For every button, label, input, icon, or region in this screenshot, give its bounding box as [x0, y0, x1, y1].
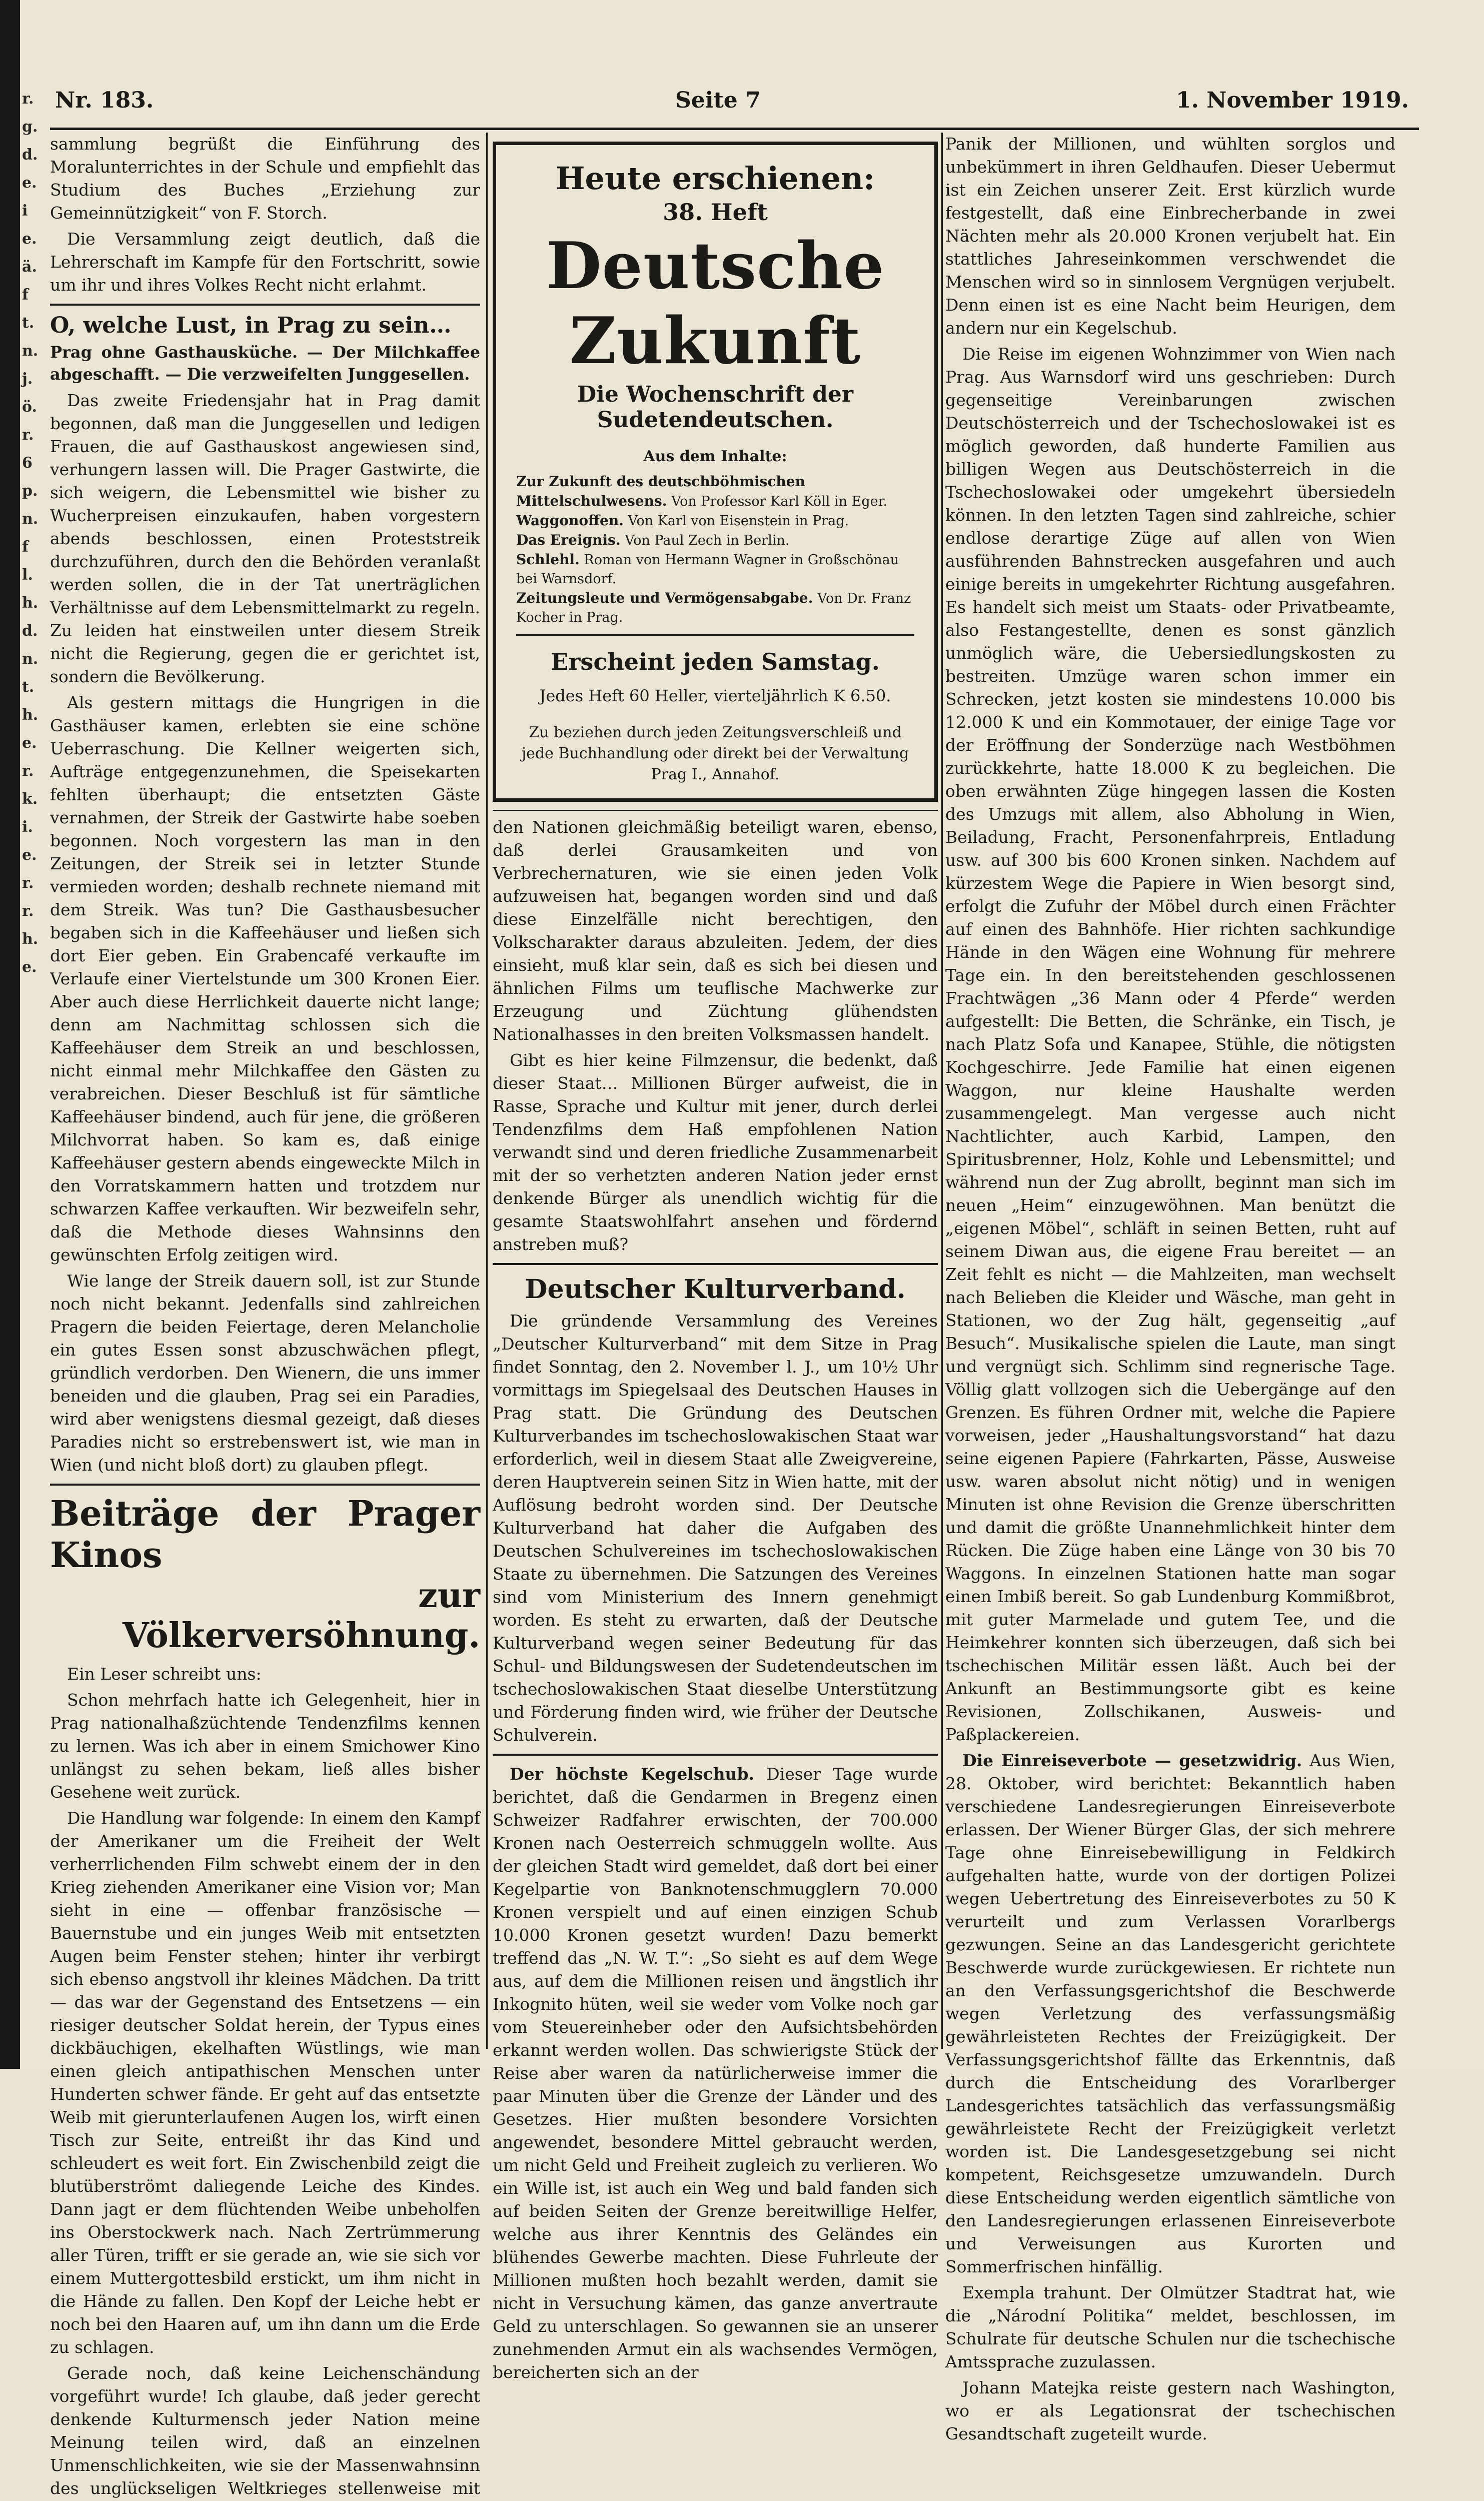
ad-contents-label: Aus dem Inhalte:	[643, 448, 787, 465]
column-rule-1	[486, 133, 488, 2049]
ad-announcement: Heute erschienen:	[555, 160, 875, 197]
article-text: Die Handlung war folgende: In einem den Kampf der Amerikaner um die Freiheit der Welt verherrlichenden Film schwebt einem der in den Krieg ziehenden Amerikaner eine Vision vor; Man sieht in eine — offenbar französische — Bauernstube und ein junges Weib mit entsetzten Augen beim Fenster stehen; hinter ihr verbirgt sich ebenso angstvoll ihr kleines Mädchen. Da tritt — das war der Gegenstand des Entsetzens — ein riesiger deutscher Soldat herein, der Typus eines dickbäuchigen, ekelhaften Wüstlings, wie man einen gleich antipathischen Menschen unter Hunderten schwer fände. Er geht auf das entsetzte Weib mit gierunterlaufenen Augen los, wirft einen Tisch zur Seite, entreißt ihr das Kind und schleudert es weit fort. Ein Zwischenbild zeigt die blutüberströmt daliegende Leiche des Kindes. Dann jagt er dem flüchtenden Weibe unbeholfen ins Oberstockwerk nach. Nach Zertrümmerung aller Türen, trifft er sie gerade an, wie sie sich vor einem Muttergottesbild erstickt, um ihm nicht in die Hände zu fallen. Den Kopf der Leiche hebt er noch bei den Haaren auf, um ihn dann um die Erde zu schlagen.	[50, 1808, 480, 2357]
headline-kulturverband: Deutscher Kulturverband.	[525, 1274, 906, 1305]
divider	[50, 1484, 480, 1486]
column-rule-2	[941, 133, 943, 2049]
header-rule	[50, 128, 1419, 130]
ad-title: Deutsche Zukunft	[546, 229, 885, 379]
headline-kinos-1: Beiträge der Prager Kinos	[50, 1493, 480, 1576]
article-text	[493, 1763, 938, 2384]
divider	[493, 1754, 938, 1756]
article-text: Johann Matejka reiste gestern nach Washington, wo er als Legationsrat der tschechischen Gesandtschaft zugeteilt wurde.	[945, 2378, 1395, 2443]
article-text: Panik der Millionen, und wühlten sorglos und unbekümmert in ihren Geldhaufen. Dieser Uebermut ist ein Zeichen unserer Zeit. Erst kürzlich wurde festgestellt, daß eine Einbrecherbande in zwei Nächten mehr als 20.000 Kronen verjubelt hat. Ein stattliches Jahreseinkommen verschwendet die Menschen wird so in sinnlosem Vergnügen verjubelt. Denn einen ist es eine Nacht beim Heurigen, dem andern nur ein Kegelschub.	[945, 134, 1395, 338]
column-3	[945, 133, 1395, 2443]
ad-contents-item: Schlehl. Roman von Hermann Wagner in Großschönau bei Warnsdorf.	[516, 551, 899, 587]
article-text: Das zweite Friedensjahr hat in Prag damit begonnen, daß man die Junggesellen und ledigen Frauen, die auf Gasthauskost angewiesen sind, verhungern lassen will. Die Prager Gastwirte, die sich weigern, die Lebensmittel wie bisher zu Wucherpreisen einzukaufen, haben vorgestern abends beschlossen, einen Proteststreik durchzuführen, durch den die Behörden veranlaßt werden sollen, die in der Tat unerträglichen Verhältnisse auf dem Lebensmittelmarkt zu regeln. Zu leiden hat einstweilen unter diesem Streik nicht die Regierung, gegen die er gerichtet ist, sondern die Bevölkerung.	[50, 391, 480, 686]
ad-subtitle: Die Wochenschrift der Sudetendeutschen.	[577, 382, 854, 433]
article-text: Als gestern mittags die Hungrigen in die Gasthäuser kamen, erlebten sie eine schöne Ueberraschung. Die Kellner weigerten sich, Aufträge entgegenzunehmen, die Speisekarten fehlten überhaupt; die entsetzten Gäste vernahmen, der Streik der Gastwirte habe soeben begonnen. Noch vorgestern las man in den Zeitungen, der Streik sei in letzter Stunde vermieden worden; deshalb rechnete niemand mit dem Streik. Was tun? Die Gasthausbesucher begaben sich in die Kaffeehäuser und ließen sich dort Eier geben. Ein Grabencafé verkaufte im Verlaufe einer Viertelstunde um 300 Kronen Eier. Aber auch diese Herrlichkeit dauerte nicht lange; denn am Nachmittag schlossen sich die Kaffeehäuser dem Streik an und beschlossen, nicht einmal mehr Milchkaffee den Gästen zu verabreichen. Dieser Beschluß ist für sämtliche Kaffeehäuser bindend, auch für jene, die größeren Milchvorrat haben. So kam es, daß einige Kaffeehäuser gestern abends eingeweckte Milch in den Vorratskammern hatten und trotzdem nur schwarzen Kaffee verkauften. Wir bezweifeln sehr, daß die Methode dieses Wahnsinns den gewünschten Erfolg zeitigen wird.	[50, 693, 480, 1265]
ad-price: Jedes Heft 60 Heller, vierteljährlich K 6.50.	[539, 686, 891, 705]
ad-rule	[516, 634, 914, 636]
article-text: Gibt es hier keine Filmzensur, die bedenkt, daß dieser Staat… Millionen Bürger aufweist, die in Rasse, Sprache und Kultur mit jener, durch derlei Tendenzfilms dem Haß empfohlenen Nation verwandt sind und deren friedliche Zusammenarbeit mit der so verhetzten anderen Nation jeder ernst denkende Bürger als unendlich wichtig für die gesamte Staatswohlfahrt ansehen und fördernd anstreben muß?	[493, 1050, 938, 1254]
einreise-lead: Die Einreiseverbote — gesetzwidrig.	[962, 1751, 1302, 1770]
divider	[493, 810, 938, 811]
divider	[493, 1263, 938, 1265]
headline-prag: O, welche Lust, in Prag zu sein…	[50, 313, 452, 338]
article-text: Die Reise im eigenen Wohnzimmer von Wien nach Prag. Aus Warnsdorf wird uns geschrieben: Durch gegenseitige Vereinbarungen zwischen Deutschösterreich und der Tschechoslowakei ist es möglich geworden, daß hunderte Familien aus billigen Wegen aus Deutschösterreich in die Tschechoslowakei oder umgekehrt übersiedeln können. In den letzten Tagen sind zahlreiche, schier endlose derartige Züge auf allen von Wien ausführenden Bahnstrecken ausgefahren und auch einige bereits in umgekehrter Richtung ausgefahren. Es handelt sich meist um Staats- oder Privatbeamte, also Festangestellte, denen es sonst gänzlich unmöglich wäre, die Uebersiedlungskosten zu bestreiten. Umzüge waren schon immer ein Schrecken, jetzt kosten sie mindestens 10.000 bis 12.000 K und ein Kommotauer, der einige Tage vor der Eröffnung der Sonderzüge nach Westböhmen zurückkehrte, hatte 18.000 K zu begleichen. Die oben erwähnten Züge hingegen lassen die Kosten des Umzugs mit allem, also Abholung in Wien, Beiladung, Fracht, Personenfahrpreis, Entladung usw. auf 300 bis 600 Kronen sinken. Nachdem auf kürzestem Wege die Papiere in Wien besorgt sind, erfolgt die Zufuhr der Möbel durch einen Frächter auf einen des Bahnhöfe. Hier richten sachkundige Hände in den Wägen eine Wohnung für mehrere Tage ein. In den bereitstehenden geschlossenen Frachtwägen „36 Mann oder 4 Pferde“ werden aufgestellt: Die Betten, die Schränke, ein Tisch, je nach Platz Sofa und Kanapee, Stühle, die nötigsten Kochgeschirre. Jede Familie hat einen eigenen Waggon, nur kleine Haushalte werden zusammengelegt. Man vergesse auch nicht Nachtlichter, auch Karbid, Lampen, den Spiritusbrenner, Holz, Kohle und Lebensmittel; und während nun der Zug abrollt, beginnt man sich im neuen „Heim“ einzugewöhnen. Man benützt die „eigenen Möbel“, schläft in seinen Betten, ruht auf seinem Diwan aus, die eigene Frau bereitet — an Zeit fehlt es nicht — die Mahlzeiten, man wechselt nach Belieben die Kleider und Wäsche, man geht in Stationen, wo der Zug hält, gegenseitig „auf Besuch“. Musikalische spielen die Laute, man singt und vergnügt sich. Schlimm sind regnerische Tage. Völlig glatt vollzogen sich die Uebergänge auf den Grenzen. Es führen Ordner mit, welche die Papiere vorweisen, jeder „Haushaltungsvorstand“ hat dazu seine eigenen Papiere (Fahrkarten, Pässe, Ausweise usw. waren absolut nicht nötig) und in wenigen Minuten ist ohne Revision die Grenze überschritten und damit die größte Unannehmlichkeit hinter dem Rücken. Die Züge haben eine Länge von 30 bis 70 Waggons. In einzelnen Stationen hatte man sogar einen Imbiß bereit. So gab Lundenburg Kommißbrot, mit guter Marmelade und gutem Tee, und die Heimkehrer konnten sich überzeugen, daß sich bei tschechischen Militär essen läßt. Auch bei der Ankunft an Bestimmungsorte gibt es keine Revisionen, Zollschikanen, Ausweis- und Paßplackereien.	[945, 344, 1395, 1744]
subheadline-prag: Prag ohne Gasthausküche. — Der Milchkaffee abgeschafft. — Die verzweifelten Junggesellen.	[50, 343, 480, 384]
article-text: Ein Leser schreibt uns:	[67, 1664, 262, 1684]
article-text: Gerade noch, daß keine Leichenschändung vorgeführt wurde! Ich glaube, daß jeder gerecht denkende Kulturmensch jeder Nation meine Meinung teilen wird, daß an einzelnen Unmenschlichkeiten, wie sie der Massenwahnsinn des unglückseligen Weltkrieges stellenweise mit	[50, 2363, 480, 2498]
ad-issue: 38. Heft	[663, 199, 768, 226]
ad-contents-item: Zeitungsleute und Vermögensabgabe. Von Dr. Franz Kocher in Prag.	[516, 590, 911, 625]
article-text: Schon mehrfach hatte ich Gelegenheit, hier in Prag nationalhaßzüchtende Tendenzfilms kennen zu lernen. Was ich aber in einem Smichower Kino unlängst zu sehen bekam, ließ alles bisher Gesehene weit zurück.	[50, 1690, 480, 1802]
article-text: Die gründende Versammlung des Vereines „Deutscher Kulturverband“ mit dem Sitze in Prag findet Sonntag, den 2. November l. J., um 10½ Uhr vormittags im Spiegelsaal des Deutschen Hauses in Prag statt. Die Gründung des Deutschen Kulturverbandes im tschechoslowakischen Staat war erforderlich, weil in diesem Staat alle Zweigvereine, deren Hauptverein seinen Sitz in Wien hatte, mit der Auflösung bedroht worden sind. Der Deutsche Kulturverband hat daher die Aufgaben des Deutschen Schulvereines im tschechoslowakischen Staate zu übernehmen. Die Satzungen des Vereines sind vom Ministerium des Innern genehmigt worden. Es steht zu erwarten, daß der Deutsche Kulturverband wegen seiner Bedeutung für das Schul- und Bildungswesen der Sudetendeutschen im tschechoslowakischen Staat dieselbe Unterstützung und Förderung finden wird, wie früher der Deutsche Schulverein.	[493, 1311, 938, 1745]
kegelschub-lead: Der höchste Kegelschub.	[510, 1764, 755, 1784]
page-number: Seite 7	[675, 88, 761, 113]
article-text: den Nationen gleichmäßig beteiligt waren, ebenso, daß derlei Grausamkeiten und von Verbrechernaturen, wie sie einen jeden Volk aufzuweisen hat, begangen worden sind und daß diese Einzelfälle nicht berechtigen, den Volkscharakter daraus abzuleiten. Jedem, der dies einsieht, muß klar sein, daß es sich bei diesen und ähnlichen Films um teuflische Machwerke zur Erzeugung und Züchtung glühendsten Nationalhasses in den breiten Volksmassen handelt.	[493, 817, 938, 1044]
ad-order-info: Zu beziehen durch jeden Zeitungsverschleiß und jede Buchhandlung oder direkt bei der Verwaltung Prag I., Annahof.	[521, 724, 909, 783]
ad-contents	[516, 472, 914, 627]
advertisement-deutsche-zukunft	[493, 142, 938, 802]
ad-contents-item: Zur Zukunft des deutschböhmischen Mittelschulwesens. Von Professor Karl Köll in Eger.	[516, 473, 888, 509]
ad-contents-item: Das Ereignis. Von Paul Zech in Berlin.	[516, 532, 790, 548]
page-header	[55, 88, 1409, 123]
ad-weekly: Erscheint jeden Samstag.	[551, 648, 880, 675]
einreise-body: Aus Wien, 28. Oktober, wird berichtet: Bekanntlich haben verschiedene Landesregierungen Einreiseverbote erlassen. Der Wiener Bürger Glas, der sich mehrere Tage ohne Einreisebewilligung in Feldkirch aufgehalten hatte, wurde von der dortigen Polizei wegen Uebertretung des Einreiseverbotes zu 50 K verurteilt und zum Verlassen Vorarlbergs gezwungen. Seine an das Landesgericht gerichtete Beschwerde wurde zurückgewiesen. Er richtete nun an den Verfassungsgerichtshof die Beschwerde wegen Verletzung des verfassungsmäßig gewährleisteten Rechtes der Freizügigkeit. Der Verfassungsgerichtshof fällte das Erkenntnis, daß durch die Entscheidung des Vorarlberger Landesgerichtes tatsächlich das verfassungsmäßig gewährleistete Recht der Freizügigkeit verletzt worden ist. Die Landesgesetzgebung sei nicht kompetent, Reichsgesetze umzuwandeln. Durch diese Entscheidung werden eigentlich sämtliche von den Landesregierungen erlassenen Einreiseverbote und Verweisungen aus Kurorten und Sommerfrischen hinfällig.	[945, 1751, 1395, 2276]
article-text: Exempla trahunt. Der Olmützer Stadtrat hat, wie die „Národní Politika“ meldet, beschlossen, im Schulrate für deutsche Schulen nur die tschechische Amtssprache zuzulassen.	[945, 2283, 1395, 2371]
margin-fragments: r. g. d. e. ie. ä. ft. n. j. ö. r. 6 p. n. fl. h. d. n. t. h. e. r. k. i. e. r. r. h. e.	[22, 90, 39, 976]
headline-kinos-2: zur Völkerversöhnung.	[122, 1576, 480, 1656]
article-text: sammlung begrüßt die Einführung des Moralunterrichtes in der Schule und empfiehlt das Studium des Buches „Erziehung zur Gemeinnützigkeit“ von F. Storch.	[50, 134, 480, 223]
issue-date: 1. November 1919.	[1176, 88, 1409, 113]
divider	[50, 304, 480, 306]
column-1	[50, 133, 480, 2498]
article-text: Wie lange der Streik dauern soll, ist zur Stunde noch nicht bekannt. Jedenfalls sind zahlreichen Pragern die beiden Feiertage, deren Melancholie ein gutes Essen sonst abzuschwächen pflegt, gründlich verdorben. Den Wienern, die uns immer beneiden und die glauben, Prag sei ein Paradies, wird aber wenigstens diesmal gezeigt, daß dieses Paradies nicht so erstrebenswert ist, wie man in Wien (und nicht bloß dort) zu glauben pflegt.	[50, 1271, 480, 1475]
article-text: Die Versammlung zeigt deutlich, daß die Lehrerschaft im Kampfe für den Fortschritt, sowie um ihr und ihres Volkes Recht nicht erlahmt.	[50, 229, 480, 295]
article-text	[945, 1749, 1395, 2278]
ad-contents-item: Waggonoffen. Von Karl von Eisenstein in Prag.	[516, 512, 849, 529]
scan-edge	[0, 0, 20, 2069]
column-2	[493, 133, 938, 2382]
issue-number: Nr. 183.	[55, 88, 154, 113]
kegelschub-body: Dieser Tage wurde berichtet, daß die Gendarmen in Bregenz einen Schweizer Radfahrer erwischten, der 700.000 Kronen nach Oesterreich schmuggeln wollte. Aus der gleichen Stadt wird gemeldet, daß dort bei einer Kegelpartie von Banknotenschmugglern 70.000 Kronen verspielt und auf einen einzigen Schub 10.000 Kronen gesetzt wurden! Dazu bemerkt treffend das „N. W. T.“: „So sieht es auf dem Wege aus, auf dem die Millionen reisen und ängstlich ihr Inkognito hüten, weil sie weder vom Volke noch gar vom Steuereinheber oder den Aufsichtsbehörden erkannt werden wollen. Das schwierigste Stück der Reise aber waren da natürlicherweise immer die paar Minuten über die Grenze der Länder und des Gesetzes. Hier mußten besondere Vorsichten angewendet, besondere Mittel gebraucht werden, um nicht Geld und Freiheit zugleich zu verlieren. Wo ein Wille ist, ist auch ein Weg und bald fanden sich auf beiden Seiten der Grenze bereitwillige Helfer, welche aus ihrer Kenntnis des Geländes ein blühendes Gewerbe machten. Diese Fuhrleute der Millionen mußten hoch bezahlt werden, damit sie nicht in Versuchung kämen, das ganze anvertraute Geld zu unterschlagen. So gewannen sie an unserer zunehmenden Armut ein als wachsendes Vermögen, bereicherten sich an der	[493, 1764, 938, 2382]
